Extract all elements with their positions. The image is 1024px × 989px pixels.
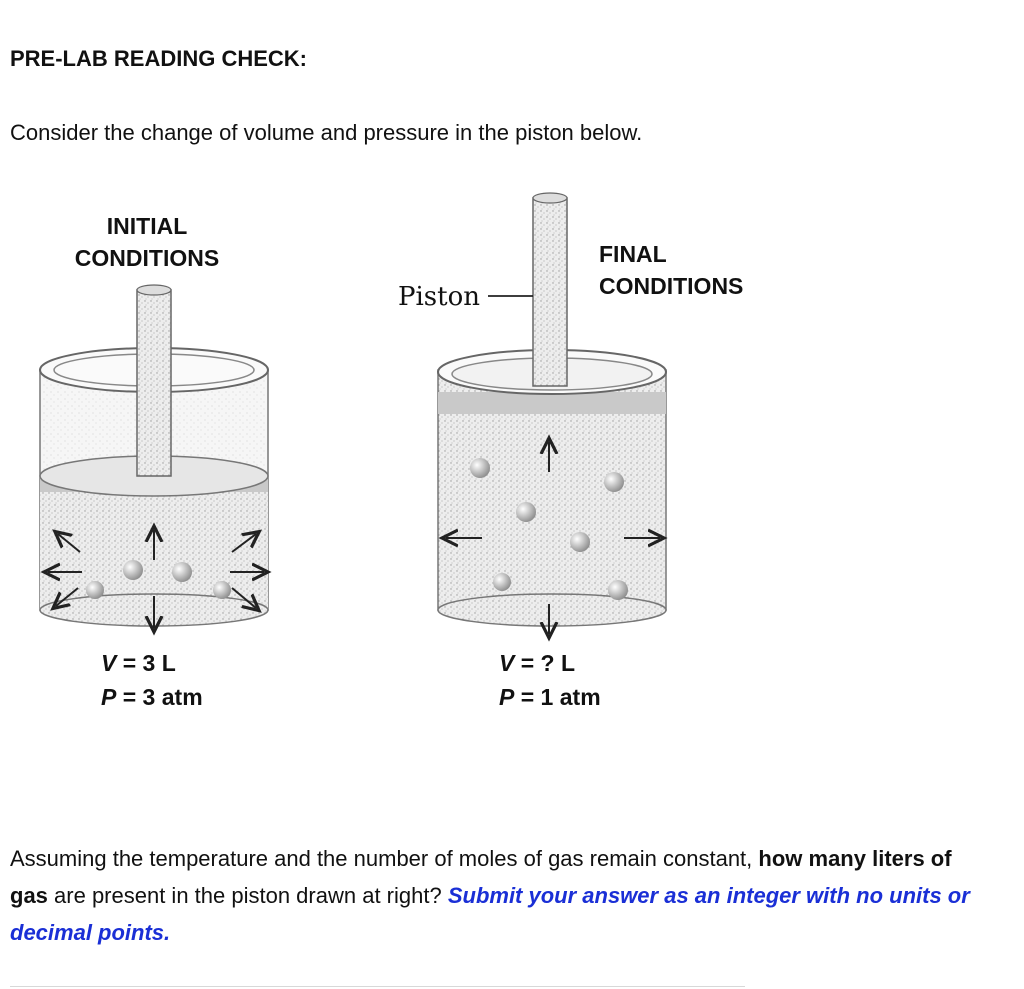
question-text	[10, 840, 970, 951]
final-values	[499, 646, 601, 714]
intro-text: Consider the change of volume and pressure in the piston below.	[10, 120, 643, 145]
initial-volume-value: = 3 L	[116, 650, 176, 676]
final-pressure	[499, 680, 601, 714]
final-conditions-label	[599, 238, 743, 302]
divider	[10, 986, 745, 987]
final-label-line2: CONDITIONS	[599, 273, 744, 299]
pressure-variable: P	[101, 684, 117, 710]
final-volume-value: = ? L	[514, 650, 576, 676]
answer-instruction: Submit your answer as an integer with no units or decimal points.	[10, 883, 970, 945]
gas-particle	[604, 472, 624, 492]
gas-particle	[123, 560, 143, 580]
piston-label: Piston	[398, 282, 480, 312]
final-label-line1: FINAL	[599, 241, 667, 267]
initial-label-line1: INITIAL	[106, 213, 188, 239]
question-emphasis: how many liters of gas	[10, 846, 952, 908]
question-part1: Assuming the temperature and the number of moles of gas remain constant,	[10, 846, 759, 871]
gas-particle	[493, 573, 511, 591]
initial-conditions-label	[62, 210, 232, 274]
gas-particle	[86, 581, 104, 599]
gas-particle	[570, 532, 590, 552]
piston-figure	[0, 180, 1024, 740]
initial-cylinder	[40, 285, 268, 628]
gas-particle	[516, 502, 536, 522]
gas-particle	[470, 458, 490, 478]
gas-particle	[608, 580, 628, 600]
initial-pressure	[101, 680, 203, 714]
initial-values	[101, 646, 203, 714]
initial-label-line2: CONDITIONS	[74, 245, 220, 271]
final-pressure-value: = 1 atm	[514, 684, 601, 710]
page-heading: PRE-LAB READING CHECK:	[10, 46, 307, 71]
initial-pressure-value: = 3 atm	[116, 684, 203, 710]
gas-particle	[172, 562, 192, 582]
initial-volume	[101, 646, 203, 680]
volume-variable: V	[101, 650, 117, 676]
pressure-variable: P	[499, 684, 515, 710]
gas-particle	[213, 581, 231, 599]
volume-variable: V	[499, 650, 515, 676]
final-volume	[499, 646, 601, 680]
question-part2: are present in the piston drawn at right?	[47, 883, 448, 908]
